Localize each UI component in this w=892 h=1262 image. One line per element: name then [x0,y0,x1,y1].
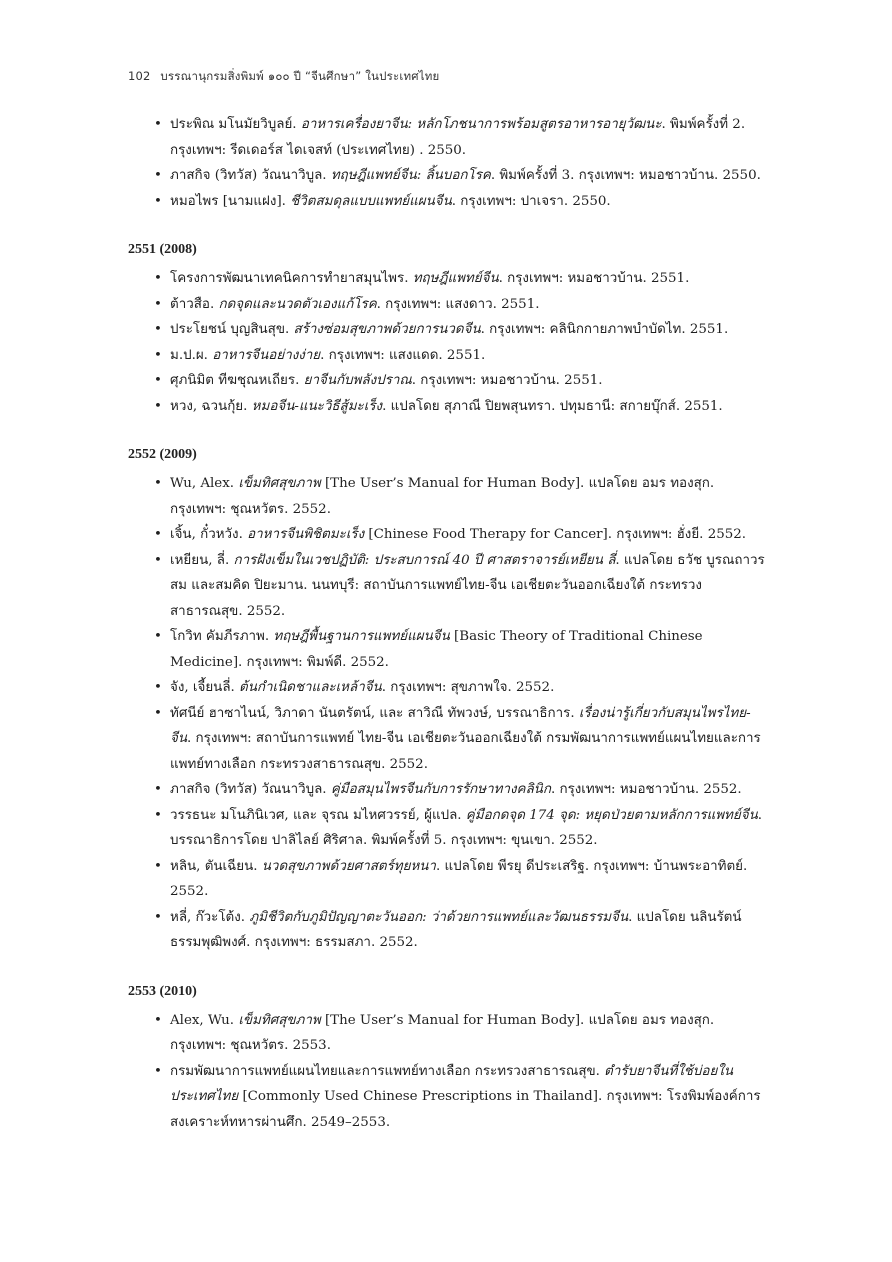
bibliography-entry [128,675,768,701]
entry-author: หลี่, ก๊วะโต้ง. [170,909,250,925]
page-number: 102 [128,69,151,83]
bibliography-section [128,240,768,419]
entry-title: ภูมิชีวิตกับภูมิปัญญาตะวันออก: ว่าด้วยการแพทย์และวัฒนธรรมจีน [249,909,629,925]
entry-title: ตำรับยาจีนที่ใช้บ่อยในประเทศไทย [170,1063,733,1104]
entry-publication: . บรรณาธิการโดย ปาลิไลย์ ศิริศาล. พิมพ์ครั้งที่ 5. กรุงเทพฯ: ขุนเขา. 2552. [170,807,762,848]
entry-publication: . กรุงเทพฯ: หมอชาวบ้าน. 2551. [411,373,603,388]
entry-list [128,471,768,956]
bullet-icon: • [154,322,162,337]
bibliography-entry [128,394,768,420]
entry-title: อาหารจีนพิชิตมะเร็ง [247,527,365,542]
entry-author: กรมพัฒนาการแพทย์แผนไทยและการแพทย์ทางเลือก กระทรวงสาธารณสุข. [170,1063,605,1079]
entry-author: หลิน, ตันเฉียน. [170,858,262,874]
entry-publication: . พิมพ์ครั้งที่ 3. กรุงเทพฯ: หมอชาวบ้าน. 2550. [490,168,761,183]
section-year-heading: 2553 (2010) [128,983,197,999]
entry-publication: [Chinese Food Therapy for Cancer]. กรุงเทพฯ: ฮั่งยี. 2552. [364,527,747,542]
entry-title: เข็มทิศสุขภาพ [238,1012,321,1028]
entry-publication: . แปลโดย สุภาณี ปิยพสุนทรา. ปทุมธานี: สกายบุ๊กส์. 2551. [382,398,723,414]
entry-publication: . กรุงเทพฯ: สถาบันการแพทย์ ไทย-จีน เอเชียตะวันออกเฉียงใต้ กรมพัฒนาการแพทย์แผนไทยและการแพทย์ทางเลือก กระทรวงสาธารณสุข. 2552. [170,731,761,772]
bibliography-entry [128,548,768,625]
entry-author: Wu, Alex. [170,476,239,491]
entry-publication: . แปลโดย พีรยุ ดีประเสริฐ. กรุงเทพฯ: บ้านพระอาทิตย์. 2552. [170,858,748,899]
bullet-icon: • [154,398,162,414]
running-header [128,68,439,86]
bibliography-entry [128,471,768,522]
bullet-icon: • [154,476,162,491]
entry-publication: [The User’s Manual for Human Body]. แปลโดย อมร ทองสุก. กรุงเทพฯ: ชุณหวัตร. 2553. [170,1012,715,1053]
entry-publication: . กรุงเทพฯ: ปาเจรา. 2550. [451,193,611,209]
bibliography-entry [128,777,768,803]
entry-publication: [Basic Theory of Traditional Chinese Medicine]. กรุงเทพฯ: พิมพ์ดี. 2552. [170,629,703,670]
entry-publication: . กรุงเทพฯ: แสงแดด. 2551. [320,347,486,363]
entry-title: ชีวิตสมดุลแบบแพทย์แผนจีน [290,193,452,209]
entry-author: จัง, เจี้ยนลี่. [170,680,240,695]
entry-author: หวง, ฉวนกุ้ย. [170,398,252,414]
section-year-heading: 2552 (2009) [128,447,197,462]
bibliography-entry [128,854,768,905]
entry-title: หมอจีน-แนะวิธีสู้มะเร็ง [251,398,383,414]
bibliography-entry [128,905,768,956]
bullet-icon: • [154,296,162,312]
bullet-icon: • [154,552,162,568]
entry-list [128,1008,768,1136]
bibliography-entry [128,112,768,163]
entry-author: เหยียน, ลี่. [170,552,234,568]
bibliography-entry [128,292,768,318]
entry-author: ประพิณ มโนมัยวิบูลย์. [170,117,301,132]
entry-author: เจิ้น, กั๋วหวัง. [170,527,248,542]
entry-title: คู่มือกดจุด 174 จุด: หยุดป่วยตามหลักการแพทย์จีน [465,807,758,823]
bullet-icon: • [154,271,162,286]
entry-author: Alex, Wu. [170,1012,239,1028]
entry-publication: . กรุงเทพฯ: หมอชาวบ้าน. 2552. [550,782,742,797]
bibliography-entry [128,368,768,394]
bibliography-entry [128,343,768,369]
entry-author: หมอไพร [นามแฝง]. [170,193,291,209]
bullet-icon: • [154,168,162,183]
bibliography-section [128,445,768,956]
entry-author: โกวิท คัมภีรภาพ. [170,629,274,644]
bullet-icon: • [154,347,162,363]
bibliography-entry [128,803,768,854]
entry-author: วรรธนะ มโนภินิเวศ, และ จุรณ มไหศวรรย์, ผู้แปล. [170,807,466,823]
entry-title: คู่มือสมุนไพรจีนกับการรักษาทางคลินิก [330,782,551,797]
entry-title: กดจุดและนวดตัวเองแก้โรค [218,296,377,312]
bibliography-body [128,112,768,1161]
entry-author: ต้าวสือ. [170,296,219,312]
entry-title: เข็มทิศสุขภาพ [238,476,321,491]
entry-author: ภาสกิจ (วิทวัส) วัณนาวิบูล. [170,782,331,797]
bibliography-entry [128,317,768,343]
running-title: บรรณานุกรมสิ่งพิมพ์ ๑๐๐ ปี “จีนศึกษา” ในประเทศไทย [160,69,440,83]
entry-title: ทฤษฎีพื้นฐานการแพทย์แผนจีน [273,629,450,644]
bullet-icon: • [154,909,162,925]
bullet-icon: • [154,373,162,388]
entry-title: สร้างซ่อมสุขภาพด้วยการนวดจีน [293,322,481,337]
entry-publication: [The User’s Manual for Human Body]. แปลโดย อมร ทองสุก. กรุงเทพฯ: ชุณหวัตร. 2552. [170,476,715,517]
bullet-icon: • [154,1012,162,1028]
bibliography-entry [128,266,768,292]
entry-title: ทฤษฎีแพทย์จีน: ลิ้นบอกโรค [330,168,491,183]
entry-list [128,112,768,214]
bullet-icon: • [154,1063,162,1079]
entry-author: โครงการพัฒนาเทคนิคการทำยาสมุนไพร. [170,271,413,286]
bullet-icon: • [154,680,162,695]
entry-publication: . กรุงเทพฯ: สุขภาพใจ. 2552. [381,680,555,695]
bibliography-entry [128,1059,768,1136]
entry-publication: [Commonly Used Chinese Prescriptions in Thailand]. กรุงเทพฯ: โรงพิมพ์องค์การสงเคราะห์ทหารผ่านศึก. 2549–2553. [170,1089,761,1130]
entry-publication: . พิมพ์ครั้งที่ 2. กรุงเทพฯ: รีดเดอร์ส ไดเจสท์ (ประเทศไทย) . 2550. [170,117,746,158]
entry-author: ประโยชน์ บุญสินสุข. [170,322,294,337]
entry-publication: . กรุงเทพฯ: คลินิกกายภาพบำบัดไท. 2551. [480,322,729,337]
bullet-icon: • [154,117,162,132]
bullet-icon: • [154,527,162,542]
entry-publication: . กรุงเทพฯ: หมอชาวบ้าน. 2551. [498,271,690,286]
bibliography-entry [128,701,768,778]
entry-title: เรื่องน่ารู้เกี่ยวกับสมุนไพรไทย-จีน [170,705,751,746]
entry-publication: . แปลโดย นลินรัตน์ ธรรมพุฒิพงศ์. กรุงเทพฯ: ธรรมสภา. 2552. [170,909,742,950]
bibliography-entry [128,1008,768,1059]
entry-title: การฝังเข็มในเวชปฏิบัติ: ประสบการณ์ 40 ปี ศาสตราจารย์เหยียน ลี่ [233,552,616,568]
bibliography-section [128,112,768,214]
entry-title: ทฤษฎีแพทย์จีน [412,271,499,286]
entry-author: ศุภนิมิต ทีฆชุณหเถียร. [170,373,304,388]
entry-title: ต้นกำเนิดชาและเหล้าจีน [239,680,382,695]
entry-author: ภาสกิจ (วิทวัส) วัณนาวิบูล. [170,168,331,183]
entry-publication: . กรุงเทพฯ: แสงดาว. 2551. [376,296,540,312]
bullet-icon: • [154,705,162,721]
bibliography-entry [128,189,768,215]
bullet-icon: • [154,807,162,823]
bibliography-section [128,982,768,1136]
section-year-heading: 2551 (2008) [128,242,197,257]
entry-title: อาหารจีนอย่างง่าย [212,347,321,363]
entry-author: ทัศนีย์ ฮาซาไนน์, วิภาดา นันตรัตน์, และ สาวิณี ทัพวงษ์, บรรณาธิการ. [170,705,579,721]
entry-author: ม.ป.ผ. [170,347,213,363]
entry-publication: . แปลโดย ธวัช บูรณถาวรสม และสมคิด ปิยะมาน. นนทบุรี: สถาบันการแพทย์ไทย-จีน เอเชียตะวันออกเฉียงใต้ กระทรวงสาธารณสุข. 2552. [170,552,765,619]
bibliography-entry [128,163,768,189]
entry-title: อาหารเครื่องยาจีน: หลักโภชนาการพร้อมสูตรอาหารอายุวัฒนะ [300,117,662,132]
bullet-icon: • [154,858,162,874]
bibliography-entry [128,522,768,548]
entry-title: ยาจีนกับพลังปราณ [303,373,412,388]
bullet-icon: • [154,782,162,797]
bibliography-entry [128,624,768,675]
entry-title: นวดสุขภาพด้วยศาสตร์ทุยหนา [261,858,436,874]
entry-list [128,266,768,419]
bullet-icon: • [154,193,162,209]
bullet-icon: • [154,629,162,644]
